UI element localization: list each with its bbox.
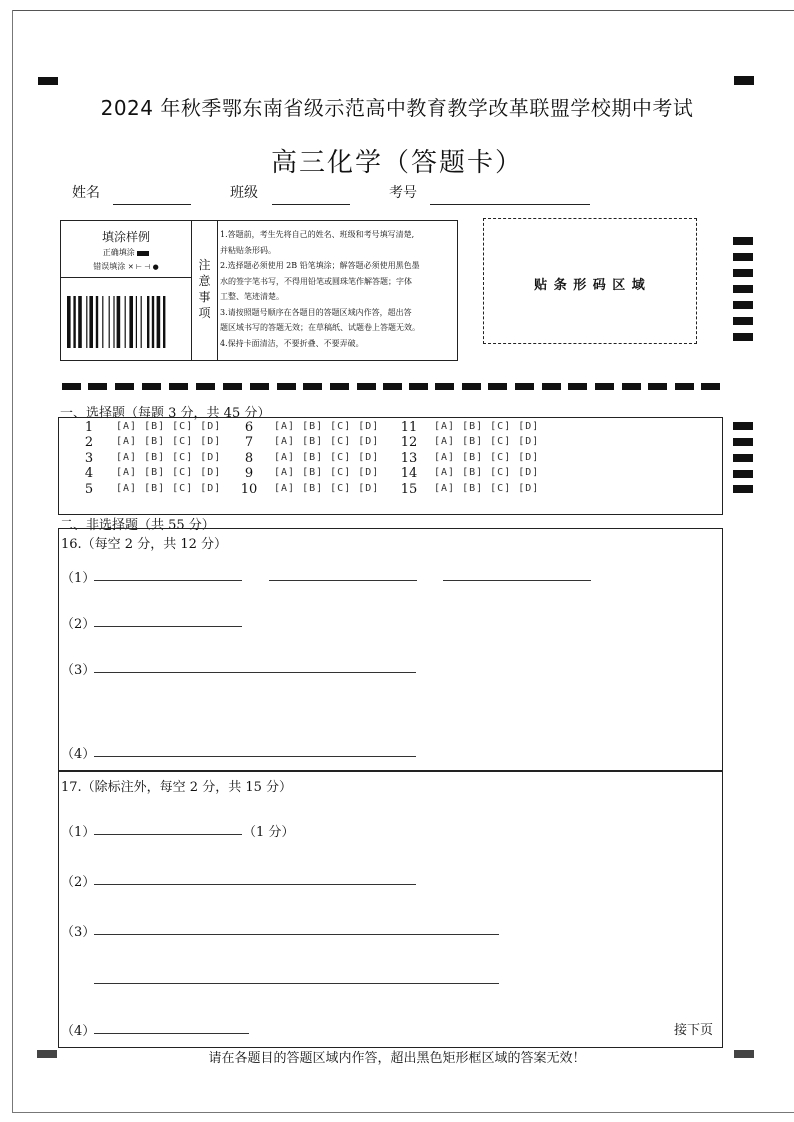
separator-block xyxy=(169,383,188,390)
notice-line: 工整、笔迹清楚。 xyxy=(220,292,284,301)
separator-block xyxy=(675,383,694,390)
barcode-bar xyxy=(129,296,133,348)
sample-wrong xyxy=(61,261,191,272)
notice-char-3: 事 xyxy=(198,290,211,304)
notice-line: 水的签字笔书写，不得用铅笔或圆珠笔作解答题；字体 xyxy=(220,276,412,286)
choice-options[interactable]: [A] [B] [C] [D] xyxy=(116,452,222,463)
separator-block xyxy=(648,383,667,390)
timing-mark xyxy=(733,237,753,245)
sample-correct-label: 正确填涂 xyxy=(102,248,135,257)
separator-block xyxy=(701,383,720,390)
separator-block xyxy=(595,383,614,390)
barcode-bar xyxy=(78,296,82,348)
q17-part3-label: （3） xyxy=(61,925,96,940)
timing-mark xyxy=(733,269,753,277)
q17-box xyxy=(58,770,723,1048)
notice-label xyxy=(192,257,217,321)
q16-part3-blank[interactable] xyxy=(94,672,416,673)
notice-divider xyxy=(217,221,218,360)
wrong-marks-icon: ✕ ⊢ ⊣ ● xyxy=(127,263,159,271)
q16-part1-blank-a[interactable] xyxy=(94,580,242,581)
choice-question-number: 10 xyxy=(240,482,258,497)
separator-block xyxy=(88,383,107,390)
barcode-bar xyxy=(86,296,87,348)
choice-options[interactable]: [A] [B] [C] [D] xyxy=(274,421,380,432)
choice-options[interactable]: [A] [B] [C] [D] xyxy=(274,452,380,463)
barcode-bar xyxy=(157,296,161,348)
notice-line: 4.保持卡面清洁，不要折叠、不要弄破。 xyxy=(220,338,364,348)
choice-options[interactable]: [A] [B] [C] [D] xyxy=(434,483,540,494)
choice-question-number: 13 xyxy=(400,451,418,466)
id-label: 考号 xyxy=(389,185,417,201)
separator-block xyxy=(330,383,349,390)
class-label: 班级 xyxy=(230,185,258,201)
q17-part2-label: （2） xyxy=(61,875,96,890)
q17-part1-label: （1） xyxy=(61,825,96,840)
q16-part2-label: （2） xyxy=(61,617,96,632)
notice-text xyxy=(220,227,456,351)
timing-mark xyxy=(733,470,753,478)
class-field[interactable] xyxy=(272,204,350,205)
barcode-graphic xyxy=(67,296,187,348)
choice-question-number: 7 xyxy=(244,435,254,450)
q16-part1-label: （1） xyxy=(61,571,96,586)
barcode-bar xyxy=(67,296,71,348)
timing-mark xyxy=(733,285,753,293)
sample-wrong-label: 错误填涂 xyxy=(93,262,126,271)
choice-options[interactable]: [A] [B] [C] [D] xyxy=(116,421,222,432)
choice-question-number: 9 xyxy=(244,466,254,481)
timing-mark xyxy=(733,301,753,309)
section1-title: 一、选择题（每题 3 分，共 45 分） xyxy=(60,406,271,421)
exam-title: 2024 年秋季鄂东南省级示范高中教育教学改革联盟学校期中考试 xyxy=(100,96,694,120)
q16-part2-blank[interactable] xyxy=(94,626,242,627)
q17-title: 17.（除标注外，每空 2 分，共 15 分） xyxy=(61,780,293,795)
timing-mark xyxy=(733,333,753,341)
q17-part1-blank[interactable] xyxy=(94,834,242,835)
barcode-bar xyxy=(73,296,75,348)
notice-char-2: 意 xyxy=(198,274,211,288)
id-field[interactable] xyxy=(430,204,590,205)
notice-panel xyxy=(60,220,458,361)
barcode-bar xyxy=(102,296,103,348)
name-field[interactable] xyxy=(113,204,191,205)
choice-question-number: 11 xyxy=(400,420,418,435)
q16-title: 16.（每空 2 分，共 12 分） xyxy=(61,537,228,552)
separator-block xyxy=(515,383,534,390)
q16-part3-label: （3） xyxy=(61,663,96,678)
footer-warning: 请在各题目的答题区域内作答，超出黑色矩形框区域的答案无效！ xyxy=(208,1051,586,1066)
notice-line: 1.答题前，考生先将自己的姓名、班级和考号填写清楚, xyxy=(220,230,415,239)
name-label: 姓名 xyxy=(72,185,100,201)
separator-block xyxy=(435,383,454,390)
choice-options[interactable]: [A] [B] [C] [D] xyxy=(434,452,540,463)
separator-block xyxy=(62,383,81,390)
choice-question-number: 15 xyxy=(400,482,418,497)
barcode-bar xyxy=(96,296,98,348)
timing-mark xyxy=(733,422,753,430)
timing-mark xyxy=(733,438,753,446)
separator-block xyxy=(409,383,428,390)
q17-part1-note: （1 分） xyxy=(243,825,295,840)
sample-correct xyxy=(61,247,191,258)
choice-options[interactable]: [A] [B] [C] [D] xyxy=(116,483,222,494)
barcode-bar xyxy=(89,296,93,348)
separator-block xyxy=(277,383,296,390)
choice-options[interactable]: [A] [B] [C] [D] xyxy=(274,436,380,447)
separator-block xyxy=(488,383,507,390)
separator-block xyxy=(250,383,269,390)
barcode-paste-area[interactable] xyxy=(483,218,697,344)
choice-question-number: 2 xyxy=(84,435,94,450)
timing-mark xyxy=(733,454,753,462)
choice-question-number: 4 xyxy=(84,466,94,481)
timing-mark xyxy=(733,485,753,493)
continue-label: 接下页 xyxy=(674,1023,714,1038)
choice-options[interactable]: [A] [B] [C] [D] xyxy=(434,467,540,478)
choice-options[interactable]: [A] [B] [C] [D] xyxy=(434,436,540,447)
barcode-bar xyxy=(117,296,121,348)
notice-line: 题区域书写的答题无效；在草稿纸、试题卷上答题无效。 xyxy=(220,323,420,332)
q17-part3-blank-b[interactable] xyxy=(94,983,499,984)
choice-question-number: 12 xyxy=(400,435,418,450)
timing-mark xyxy=(733,253,753,261)
separator-block xyxy=(383,383,402,390)
barcode-bar xyxy=(109,296,110,348)
separator-block xyxy=(622,383,641,390)
choice-question-number: 3 xyxy=(84,451,94,466)
barcode-bar xyxy=(147,296,149,348)
q16-part1-blank-b[interactable] xyxy=(269,580,417,581)
choice-options[interactable]: [A] [B] [C] [D] xyxy=(274,483,380,494)
separator-block xyxy=(357,383,376,390)
barcode-bar xyxy=(163,296,165,348)
separator-block xyxy=(303,383,322,390)
corner-marker-top-left xyxy=(38,77,58,85)
q16-part4-label: （4） xyxy=(61,747,96,762)
choice-question-number: 5 xyxy=(84,482,94,497)
barcode-bar xyxy=(125,296,126,348)
choice-question-number: 6 xyxy=(244,420,254,435)
q17-part2-blank[interactable] xyxy=(94,884,416,885)
q16-part4-blank[interactable] xyxy=(94,756,416,757)
page-title: 高三化学（答题卡） xyxy=(270,148,523,178)
separator-block xyxy=(542,383,561,390)
q17-part4-blank[interactable] xyxy=(94,1033,249,1034)
separator-block xyxy=(142,383,161,390)
choice-options[interactable]: [A] [B] [C] [D] xyxy=(116,436,222,447)
choice-options[interactable]: [A] [B] [C] [D] xyxy=(434,421,540,432)
notice-char-4: 项 xyxy=(198,306,211,320)
q17-part3-blank-a[interactable] xyxy=(94,934,499,935)
separator-block xyxy=(196,383,215,390)
corner-marker-top-right xyxy=(734,76,754,85)
separator-block xyxy=(223,383,242,390)
choice-options[interactable]: [A] [B] [C] [D] xyxy=(116,467,222,478)
separator-block xyxy=(115,383,134,390)
q16-box xyxy=(58,528,723,772)
sample-title: 填涂样例 xyxy=(101,230,150,244)
q16-part1-blank-c[interactable] xyxy=(443,580,591,581)
sample-hdivider xyxy=(61,277,191,278)
notice-char-1: 注 xyxy=(198,258,211,272)
separator-block xyxy=(462,383,481,390)
barcode-bar xyxy=(152,296,154,348)
notice-line: 2.选择题必须使用 2B 铅笔填涂；解答题必须使用黑色墨 xyxy=(220,261,420,270)
filled-mark-icon xyxy=(137,251,149,256)
page-edge-bottom xyxy=(12,1112,794,1113)
notice-line: 并粘贴条形码。 xyxy=(220,245,276,255)
page-edge-top xyxy=(12,10,794,11)
barcode-bar xyxy=(141,296,142,348)
barcode-bar xyxy=(136,296,137,348)
separator-block xyxy=(568,383,587,390)
timing-mark xyxy=(733,317,753,325)
barcode-area-label: 贴 条 形 码 区 域 xyxy=(534,278,646,293)
q17-part4-label: （4） xyxy=(61,1024,96,1039)
notice-line: 3.请按照题号顺序在各题目的答题区域内作答，超出答 xyxy=(220,307,412,317)
choice-question-number: 14 xyxy=(400,466,418,481)
choice-question-number: 8 xyxy=(244,451,254,466)
choice-question-number: 1 xyxy=(84,420,94,435)
barcode-bar xyxy=(113,296,114,348)
section2-title: 二、非选择题（共 55 分） xyxy=(60,518,215,533)
choice-options[interactable]: [A] [B] [C] [D] xyxy=(274,467,380,478)
